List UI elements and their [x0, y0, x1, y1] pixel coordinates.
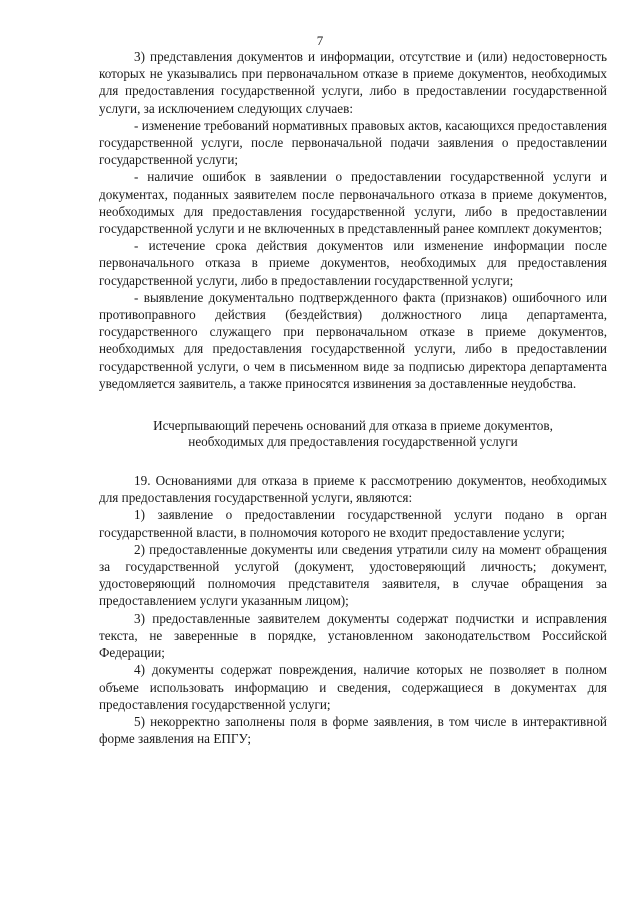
paragraph: - выявление документально подтвержденного факта (признаков) ошибочного или противоправного действия (бездействия) должностного лица департамента, государственного служащего при первоначальном отказе в приеме документов, необходимых для предоставления государственной услуги, либо в предоставлении государственной услуги, о чем в письменном виде за подписью директора департамента уведомляется заявитель, а также приносятся извинения за доставленные неудобства.: [99, 289, 607, 391]
section-heading: Исчерпывающий перечень оснований для отказа в приеме документов, необходимых для предоставления государственной услуги: [153, 418, 553, 450]
paragraph: - наличие ошибок в заявлении о предоставлении государственной услуги и документах, поданных заявителем после первоначального отказа в приеме документов, необходимых для предоставления государственной услуги, либо в предоставлении государственной услуги и не включенных в представленный ранее комплект документов;: [99, 169, 607, 237]
paragraph: - изменение требований нормативных правовых актов, касающихся предоставления государственной услуги, после первоначальной подачи заявления о предоставлении государственной услуги;: [99, 117, 607, 168]
paragraph: 19. Основаниями для отказа в приеме к рассмотрению документов, необходимых для предоставления государственной услуги, являются:: [99, 473, 607, 506]
document-body: [99, 48, 607, 747]
paragraph: 3) представления документов и информации, отсутствие и (или) недостоверность которых не указывались при первоначальном отказе в приеме документов, необходимых для предоставления государственной услуги, либо в предоставлении государственной услуги, за исключением следующих случаев:: [99, 49, 607, 116]
paragraph: 5) некорректно заполнены поля в форме заявления, в том числе в интерактивной форме заявления на ЕПГУ;: [99, 713, 607, 747]
paragraph: 4) документы содержат повреждения, наличие которых не позволяет в полном объеме использовать информацию и сведения, содержащиеся в документах для предоставления государственной услуги;: [99, 662, 607, 712]
paragraph: 1) заявление о предоставлении государственной услуги подано в орган государственной власти, в полномочия которого не входит предоставление услуги;: [99, 507, 607, 540]
page-number: 7: [316, 33, 324, 48]
paragraph: 2) предоставленные документы или сведения утратили силу на момент обращения за государственной услугой (документ, удостоверяющий личность; документ, удостоверяющий полномочия представителя заявителя, в случае обращения за предоставлением услуги указанным лицом);: [99, 541, 607, 609]
paragraph: 3) предоставленные заявителем документы содержат подчистки и исправления текста, не заверенные в порядке, установленном законодательством Российской Федерации;: [99, 610, 607, 661]
paragraph: - истечение срока действия документов или изменение информации после первоначального отказа в приеме документов, необходимых для предоставления государственной услуги, либо в предоставлении государственной услуги;: [99, 238, 607, 288]
